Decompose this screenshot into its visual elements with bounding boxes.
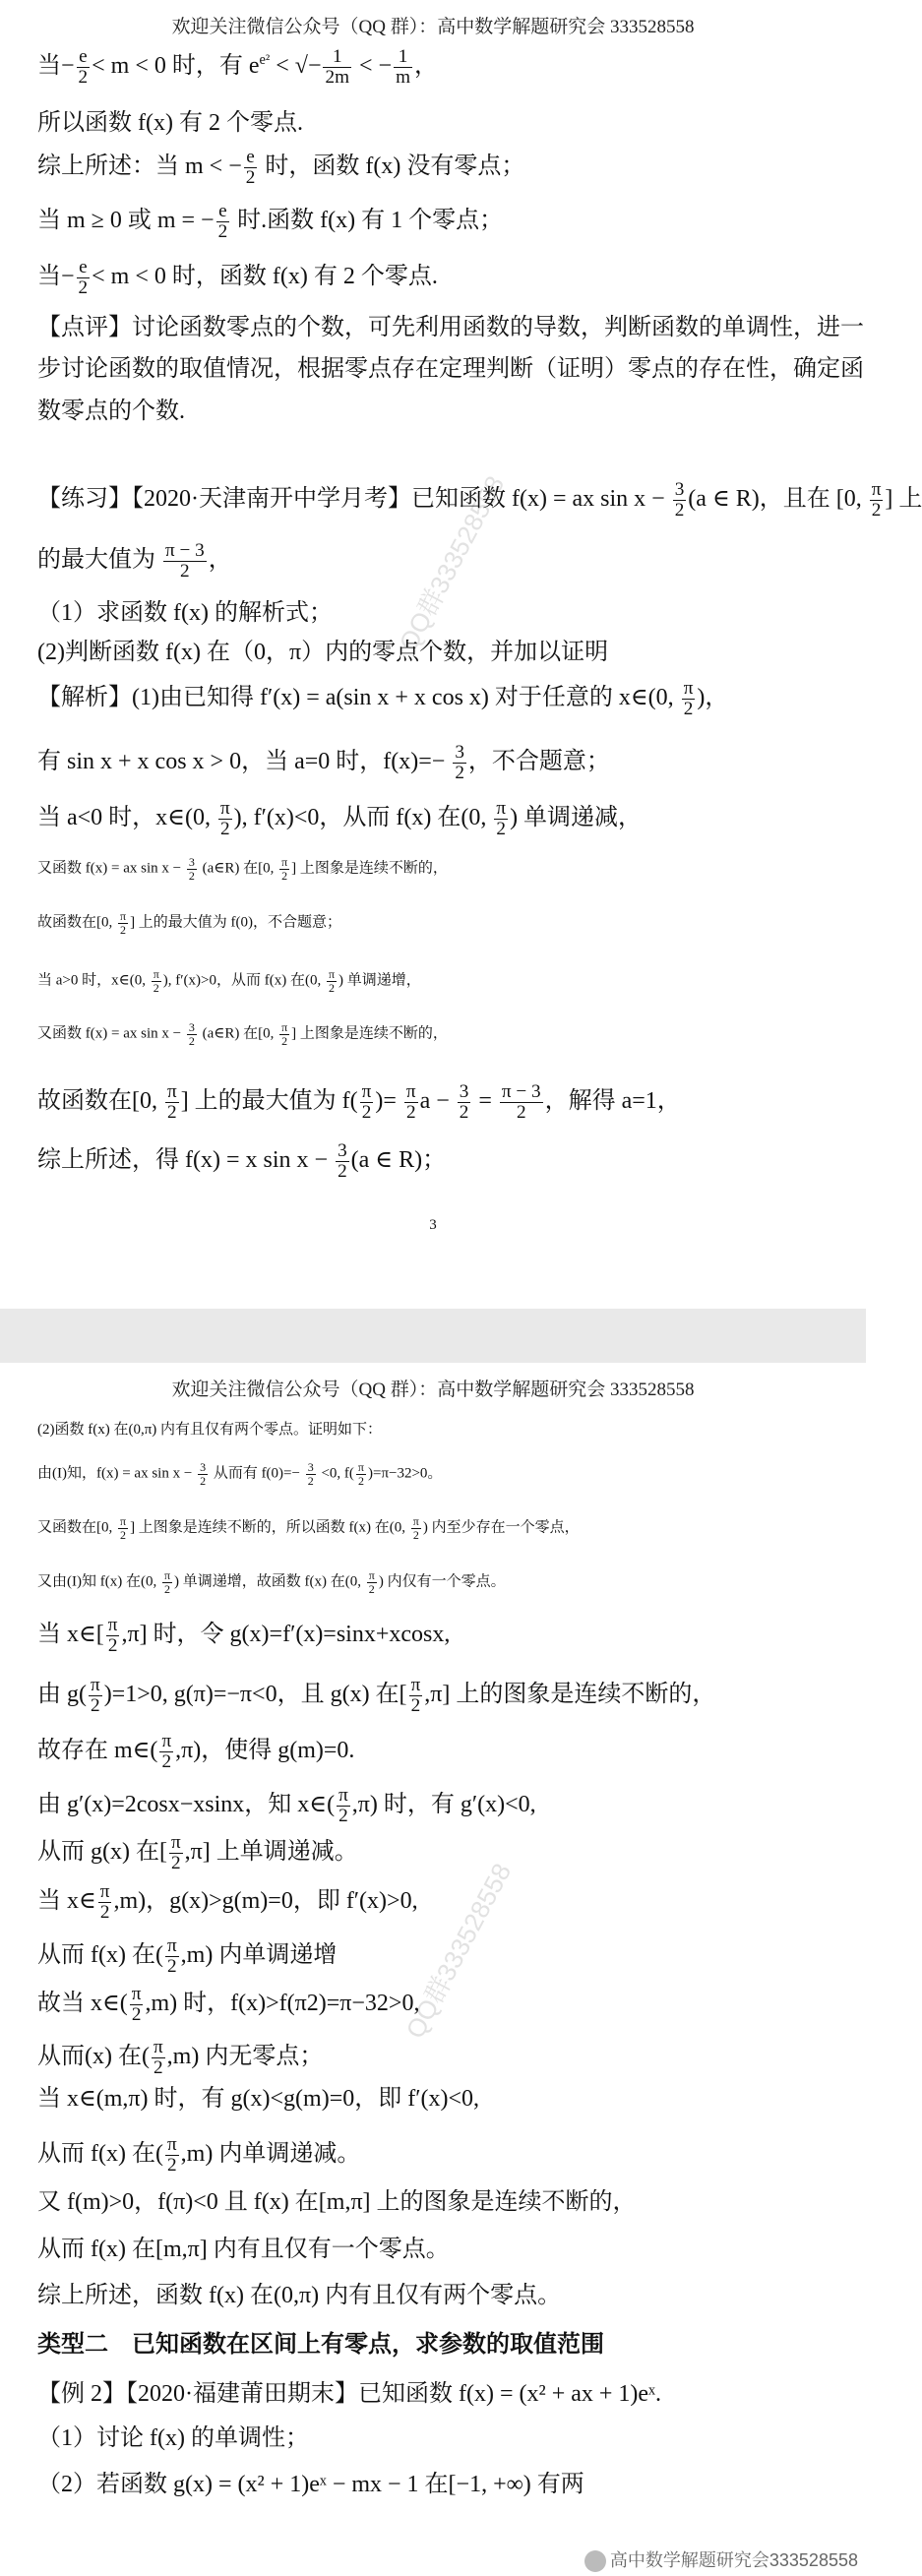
- text-line: [37, 1833, 358, 1873]
- text-run: ] 上的最大值为 f(0)，不合题意；: [130, 914, 342, 931]
- text-run: 从而 g(x) 在[: [37, 1839, 167, 1866]
- fraction-numerator: π: [328, 967, 336, 981]
- fraction-numerator: π: [496, 798, 507, 819]
- fraction: [306, 1461, 316, 1487]
- document-page-2: [0, 1363, 866, 2576]
- text-run: ), f′(x)>0，从而 f(x) 在(0,: [162, 972, 325, 989]
- text-run: 的最大值为: [37, 547, 161, 574]
- text-run: ,π] 上单调递减。: [184, 1839, 358, 1866]
- text-run: 所以函数 f(x) 有 2 个零点.: [37, 110, 303, 136]
- text-line: [37, 2472, 584, 2497]
- fraction-numerator: π: [91, 1675, 100, 1695]
- text-run: 时.函数 f(x) 有 1 个零点；: [231, 208, 504, 234]
- fraction-numerator: 3: [188, 1020, 195, 1034]
- text-run: 数零点的个数.: [37, 399, 185, 424]
- fraction: [162, 1569, 172, 1595]
- fraction-denominator: 2m: [325, 67, 350, 89]
- text-line: [37, 1936, 337, 1977]
- text-run: ,π) 时，有 g′(x)<0,: [351, 1792, 536, 1818]
- fraction-numerator: π: [410, 1675, 421, 1695]
- text-run: )=: [375, 1088, 402, 1115]
- fraction: [411, 1515, 421, 1541]
- fraction: [118, 910, 128, 936]
- text-run: （1）求函数 f(x) 的解析式；: [37, 600, 333, 626]
- text-line: [37, 1676, 715, 1716]
- text-line: [37, 541, 232, 582]
- fraction-denominator: 2: [307, 1473, 314, 1488]
- fraction: [494, 799, 508, 839]
- text-run: (a ∈ R)；: [350, 1147, 447, 1174]
- text-run: 当 x∈(m,π) 时，有 g(x)<g(m)=0，即 f′(x)<0,: [37, 2086, 480, 2112]
- text-run: )=π−32>0。: [367, 1465, 443, 1482]
- fraction-denominator: 2: [459, 1102, 469, 1124]
- fraction-numerator: π: [357, 1460, 364, 1474]
- fraction-numerator: π: [167, 1081, 177, 1102]
- text-run: ，解得 a=1，: [544, 1088, 681, 1115]
- fraction-numerator: π: [163, 1568, 171, 1582]
- page-separator: [0, 1309, 866, 1363]
- fraction: [356, 1461, 366, 1487]
- text-run: 由 g′(x)=2cosx−xsinx，知 x∈(: [37, 1792, 336, 1818]
- fraction: [394, 47, 412, 88]
- text-run: 又函数 f(x) = ax sin x −: [37, 1025, 185, 1042]
- fraction: [453, 743, 466, 783]
- text-line: [37, 2332, 604, 2358]
- text-run: 综上所述，函数 f(x) 在(0,π) 内有且仅有两个零点。: [37, 2283, 562, 2308]
- text-run: < −: [353, 53, 393, 80]
- fraction-numerator: 3: [459, 1081, 469, 1102]
- fraction-numerator: 3: [188, 855, 195, 869]
- text-run: 故函数在[0,: [37, 1088, 163, 1115]
- text-run: ), f′(x)<0，从而 f(x) 在(0,: [233, 805, 493, 831]
- text-run: 从而有 f(0)=−: [210, 1465, 304, 1482]
- fraction-numerator: 3: [200, 1460, 207, 1474]
- fraction-denominator: 2: [188, 868, 195, 883]
- fraction-denominator: 2: [338, 1806, 348, 1827]
- fraction-denominator: 2: [410, 1695, 421, 1717]
- text-run: (2)函数 f(x) 在(0,π) 内有且仅有两个零点。证明如下：: [37, 1422, 383, 1438]
- text-run: 从而 f(x) 在(: [37, 1942, 163, 1969]
- fraction-numerator: π: [412, 1514, 419, 1528]
- text-line: [37, 2237, 450, 2262]
- fraction-numerator: e: [216, 202, 230, 222]
- text-run: 【解析】(1)由已知得 f′(x) = a(sin x + x cos x) 对于任意的 x∈(0,: [37, 685, 680, 711]
- text-run: 步讨论函数的取值情况，根据零点存在定理判断（证明）零点的存在性，确定函: [37, 356, 864, 382]
- text-run: ,π)，使得 g(m)=0.: [175, 1738, 355, 1764]
- fraction-denominator: 2: [368, 1581, 375, 1596]
- text-run: ,π] 上的图象是连续不断的，: [424, 1682, 716, 1708]
- text-run: ，: [414, 53, 439, 80]
- fraction-denominator: 2: [516, 1102, 526, 1124]
- page-number: 3: [429, 1217, 437, 1233]
- fraction-numerator: π: [107, 1615, 118, 1635]
- text-run: 当 a<0 时，x∈(0,: [37, 805, 216, 831]
- fraction-denominator: 2: [281, 1033, 288, 1048]
- fraction-denominator: 2: [167, 1956, 177, 1978]
- fraction: [500, 1082, 543, 1123]
- fraction: [106, 1616, 120, 1656]
- fraction-numerator: π: [99, 1881, 110, 1902]
- text-run: ,m) 内单调递减。: [180, 2141, 361, 2168]
- text-run: a −: [419, 1088, 456, 1115]
- text-line: [37, 743, 610, 783]
- fraction: [77, 47, 91, 88]
- text-line: [37, 1515, 580, 1541]
- text-run: 又 f(m)>0，f(π)<0 且 f(x) 在[m,π] 上的图象是连续不断的，: [37, 2189, 637, 2215]
- fraction-numerator: π: [281, 855, 288, 869]
- fraction: [216, 202, 230, 242]
- text-run: 从而 f(x) 在(: [37, 2141, 163, 2168]
- text-run: ] 上: [885, 486, 922, 513]
- text-line: [37, 1082, 681, 1123]
- watermark: QQ群333528558: [400, 1858, 518, 2044]
- fraction-denominator: 2: [455, 763, 464, 784]
- text-run: ] 上图象是连续不断的，: [291, 1025, 448, 1042]
- fraction: [870, 480, 884, 521]
- fraction-denominator: 2: [131, 2004, 142, 2026]
- fraction-denominator: 2: [164, 1581, 170, 1596]
- fraction: [152, 2038, 165, 2078]
- fraction-denominator: 2: [217, 221, 228, 243]
- text-run: <0, f(: [317, 1465, 354, 1482]
- footer-watermark-text: 高中数学解题研究会333528558: [609, 2549, 858, 2570]
- fraction-denominator: 2: [357, 1473, 364, 1488]
- text-run: 又函数在[0,: [37, 1519, 116, 1536]
- fraction-denominator: m: [396, 67, 411, 89]
- text-run: 又函数 f(x) = ax sin x −: [37, 860, 185, 877]
- text-line: [37, 258, 438, 298]
- text-line: [37, 2086, 479, 2112]
- text-run: 从而 f(x) 在[m,π] 内有且仅有一个零点。: [37, 2237, 450, 2262]
- fraction: [218, 799, 232, 839]
- text-run: 当 x∈: [37, 1888, 96, 1915]
- text-line: [37, 1141, 446, 1182]
- text-run: (a∈R) 在[0,: [198, 1025, 278, 1042]
- text-run: 当 m ≥ 0 或 m = −: [37, 208, 215, 234]
- fraction-denominator: 2: [120, 922, 127, 937]
- fraction: [336, 1141, 349, 1182]
- fraction: [130, 1985, 144, 2025]
- fraction: [77, 258, 91, 298]
- text-run: 有 sin x + x cos x > 0，当 a=0 时，f(x)=−: [37, 749, 452, 775]
- text-line: [37, 315, 864, 340]
- text-run: 时，函数 f(x) 没有零点；: [259, 153, 525, 180]
- text-run: 又由(I)知 f(x) 在(0,: [37, 1573, 160, 1590]
- text-run: ) 内仅有一个零点。: [378, 1573, 506, 1590]
- text-run: （2）若函数 g(x) = (x² + 1)eˣ − mx − 1 在[−1, +∞) 有两: [37, 2472, 584, 2497]
- text-line: [37, 356, 864, 382]
- fraction-numerator: π − 3: [165, 540, 205, 561]
- text-line: [37, 2283, 561, 2308]
- fraction: [152, 968, 161, 994]
- fraction: [279, 1021, 289, 1047]
- text-line: [37, 856, 448, 882]
- fraction-denominator: 2: [496, 819, 507, 840]
- fraction-numerator: π: [166, 2134, 177, 2155]
- wechat-icon: [584, 2550, 606, 2572]
- fraction: [327, 968, 337, 994]
- fraction-denominator: 2: [188, 1033, 195, 1048]
- fraction-denominator: 2: [329, 980, 336, 995]
- fraction: [409, 1676, 423, 1716]
- fraction-numerator: 3: [338, 1140, 347, 1161]
- text-run: 当 x∈[: [37, 1622, 104, 1648]
- text-run: ) 单调递减，: [510, 805, 643, 831]
- text-run: ) 单调递增，故函数 f(x) 在(0,: [174, 1573, 365, 1590]
- page-header: 欢迎关注微信公众号（QQ 群）：高中数学解题研究会 333528558: [171, 17, 695, 37]
- fraction-numerator: e: [77, 47, 91, 68]
- text-run: ] 上图象是连续不断的，: [291, 860, 448, 877]
- fraction-numerator: π: [683, 678, 694, 699]
- fraction: [673, 480, 687, 521]
- text-line: [37, 2189, 637, 2215]
- fraction-numerator: π: [120, 909, 127, 923]
- fraction-numerator: 1: [394, 47, 412, 68]
- text-run: )=1>0, g(π)=−π<0，且 g(x) 在[: [103, 1682, 407, 1708]
- fraction-numerator: π: [166, 1935, 177, 1956]
- fraction-numerator: π: [120, 1514, 127, 1528]
- fraction-denominator: 2: [412, 1527, 419, 1542]
- text-line: [37, 1021, 448, 1047]
- text-run: ,m) 内无零点；: [166, 2044, 324, 2070]
- text-run: 【点评】讨论函数零点的个数，可先利用函数的导数，判断函数的单调性，进一: [37, 315, 864, 340]
- text-run: 【例 2】【2020·福建莆田期末】已知函数 f(x) = (x² + ax + 1)eˣ.: [37, 2381, 661, 2407]
- fraction-denominator: 2: [871, 500, 882, 521]
- fraction-numerator: π: [368, 1568, 375, 1582]
- fraction: [323, 47, 351, 88]
- text-run: ,m)，g(x)>g(m)=0，即 f′(x)>0,: [113, 1888, 418, 1915]
- text-line: [37, 110, 303, 136]
- superscript: e²: [259, 52, 271, 69]
- text-line: [37, 2038, 323, 2078]
- text-line: [37, 480, 922, 521]
- text-run: 当−: [37, 264, 75, 290]
- fraction-numerator: 3: [674, 479, 685, 500]
- fraction-denominator: 2: [220, 819, 230, 840]
- fraction: [187, 1021, 197, 1047]
- text-line: [37, 2381, 661, 2407]
- text-run: =: [472, 1088, 498, 1115]
- fraction-numerator: π: [153, 967, 159, 981]
- fraction-denominator: 2: [161, 1751, 172, 1773]
- fraction: [244, 148, 258, 188]
- fraction: [682, 679, 696, 719]
- text-line: [37, 1569, 506, 1595]
- footer-watermark: [584, 2546, 858, 2572]
- fraction-denominator: 2: [171, 1853, 181, 1874]
- page-header: 欢迎关注微信公众号（QQ 群）：高中数学解题研究会 333528558: [171, 1380, 695, 1400]
- text-line: [37, 148, 524, 188]
- fraction-denominator: 2: [674, 500, 685, 521]
- fraction: [159, 1732, 173, 1772]
- fraction: [337, 1786, 350, 1826]
- fraction-denominator: 2: [99, 1902, 110, 1924]
- text-run: 【练习】【2020·天津南开中学月考】已知函数 f(x) = ax sin x −: [37, 486, 671, 513]
- text-run: < m < 0 时，有 e: [92, 53, 260, 80]
- fraction-denominator: 2: [683, 699, 694, 720]
- text-run: (a ∈ R)，且在 [0,: [688, 486, 868, 513]
- text-line: [37, 640, 608, 665]
- fraction-numerator: π − 3: [501, 1081, 541, 1102]
- fraction: [165, 2135, 179, 2176]
- text-run: ,m) 内单调递增: [180, 1942, 338, 1969]
- text-run: )，: [697, 685, 729, 711]
- fraction-numerator: e: [77, 258, 91, 278]
- fraction-numerator: π: [871, 479, 882, 500]
- text-run: 由(I)知，f(x) = ax sin x −: [37, 1465, 197, 1482]
- fraction: [165, 1936, 179, 1977]
- fraction: [458, 1082, 471, 1123]
- text-line: [37, 679, 728, 719]
- fraction-numerator: π: [131, 1984, 142, 2004]
- text-run: ) 单调递增，: [338, 972, 421, 989]
- text-run: ] 上图象是连续不断的，所以函数 f(x) 在(0,: [130, 1519, 409, 1536]
- text-run: (a∈R) 在[0,: [198, 860, 278, 877]
- fraction: [404, 1082, 418, 1123]
- text-run: (2)判断函数 f(x) 在（0，π）内的零点个数，并加以证明: [37, 640, 609, 665]
- text-run: ，: [208, 547, 232, 574]
- text-line: [37, 1461, 442, 1487]
- fraction-denominator: 2: [78, 67, 89, 89]
- text-run: 综上所述：当 m < −: [37, 153, 242, 180]
- text-line: [37, 799, 642, 839]
- text-run: 当 a>0 时，x∈(0,: [37, 972, 150, 989]
- text-line: [37, 1732, 354, 1772]
- fraction-denominator: 2: [120, 1527, 127, 1542]
- text-run: 由 g(: [37, 1682, 87, 1708]
- fraction-numerator: 1: [323, 47, 351, 68]
- text-line: [37, 1616, 450, 1656]
- fraction: [360, 1082, 374, 1123]
- fraction-denominator: 2: [200, 1473, 207, 1488]
- text-run: < √−: [270, 53, 322, 80]
- fraction-numerator: π: [153, 2037, 163, 2057]
- fraction-denominator: 2: [361, 1102, 372, 1124]
- text-run: < m < 0 时，函数 f(x) 有 2 个零点.: [92, 264, 438, 290]
- text-line: [37, 1786, 536, 1826]
- fraction-numerator: π: [161, 1731, 172, 1751]
- fraction: [98, 1882, 112, 1923]
- watermark: QQ群333528558: [393, 470, 511, 656]
- text-run: ] 上的最大值为 f(: [180, 1088, 358, 1115]
- text-run: ,m) 时，f(x)>f(π2)=π−32>0,: [145, 1991, 420, 2017]
- fraction: [163, 541, 207, 582]
- text-run: 故存在 m∈(: [37, 1738, 158, 1764]
- text-run: 类型二 已知函数在区间上有零点，求参数的取值范围: [37, 2332, 604, 2358]
- fraction-denominator: 2: [180, 561, 190, 583]
- text-run: ，不合题意；: [467, 749, 610, 775]
- fraction-numerator: 3: [455, 742, 464, 763]
- fraction-denominator: 2: [281, 868, 288, 883]
- text-run: 故当 x∈(: [37, 1991, 128, 2017]
- text-run: 从而(x) 在(: [37, 2044, 150, 2070]
- text-run: ) 内至少存在一个零点，: [422, 1519, 580, 1536]
- text-line: [37, 1422, 382, 1439]
- text-run: 故函数在[0,: [37, 914, 116, 931]
- fraction-numerator: 3: [307, 1460, 314, 1474]
- fraction: [165, 1082, 179, 1123]
- fraction: [198, 1461, 208, 1487]
- text-line: [37, 600, 333, 626]
- fraction-numerator: π: [219, 798, 230, 819]
- fraction-denominator: 2: [245, 167, 256, 189]
- fraction: [118, 1515, 128, 1541]
- text-line: [37, 1985, 419, 2025]
- fraction-numerator: π: [338, 1785, 348, 1806]
- text-line: [37, 1882, 418, 1923]
- text-line: [37, 202, 503, 242]
- text-line: [37, 399, 185, 424]
- fraction-denominator: 2: [154, 2057, 163, 2079]
- fraction-denominator: 2: [405, 1102, 416, 1124]
- text-line: [37, 2135, 360, 2176]
- text-run: 当−: [37, 53, 75, 80]
- fraction-denominator: 2: [167, 1102, 177, 1124]
- text-line: [37, 910, 341, 936]
- fraction-denominator: 2: [78, 277, 89, 299]
- fraction-numerator: π: [361, 1081, 372, 1102]
- fraction-denominator: 2: [167, 2155, 177, 2177]
- text-run: （1）讨论 f(x) 的单调性；: [37, 2425, 309, 2451]
- fraction-denominator: 2: [91, 1695, 100, 1717]
- fraction-denominator: 2: [107, 1635, 118, 1657]
- fraction: [367, 1569, 377, 1595]
- fraction-numerator: e: [244, 148, 258, 168]
- fraction-numerator: π: [281, 1020, 288, 1034]
- text-line: [37, 968, 421, 994]
- fraction: [187, 856, 197, 882]
- text-line: [37, 2425, 309, 2451]
- text-line: [37, 47, 438, 88]
- fraction-denominator: 2: [153, 980, 159, 995]
- fraction-numerator: π: [405, 1081, 416, 1102]
- text-run: 综上所述，得 f(x) = x sin x −: [37, 1147, 335, 1174]
- fraction-numerator: π: [170, 1832, 181, 1853]
- fraction: [169, 1833, 183, 1873]
- fraction: [279, 856, 289, 882]
- fraction: [89, 1676, 102, 1716]
- text-run: ,π] 时，令 g(x)=f′(x)=sinx+xcosx,: [121, 1622, 451, 1648]
- fraction-denominator: 2: [338, 1161, 347, 1183]
